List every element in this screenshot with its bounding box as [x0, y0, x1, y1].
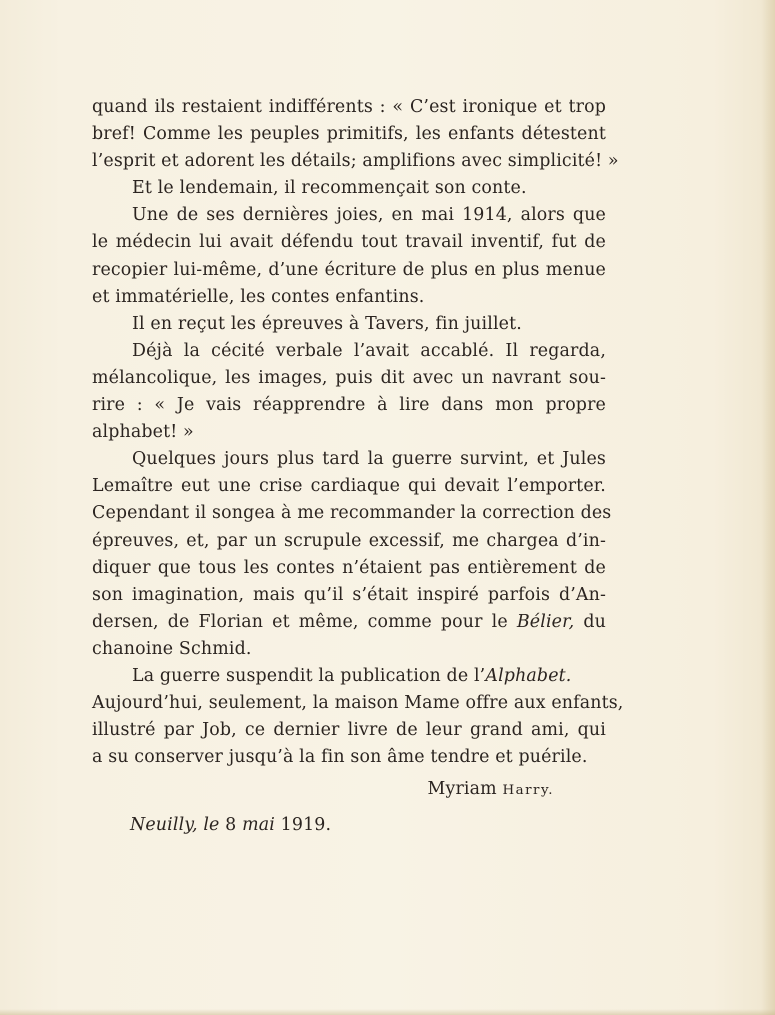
text-line: Quelques jours plus tard la guerre survint, et Jules: [132, 449, 606, 470]
text-line: mélancolique, les images, puis dit avec un navrant sou-: [92, 367, 606, 388]
text-line: diquer que tous les contes n’étaient pas entièrement de: [92, 557, 606, 578]
text-line: alphabet! »: [92, 422, 194, 443]
text-line: Lemaître eut une crise cardiaque qui devait l’emporter.: [92, 476, 606, 497]
work-title-belier: Bélier,: [516, 611, 575, 632]
work-title-alphabet: Alphabet.: [485, 665, 572, 686]
text-line-with-title: [92, 609, 606, 636]
text-line: Aujourd’hui, seulement, la maison Mame offre aux enfants,: [92, 693, 624, 714]
text-line: Une de ses dernières joies, en mai 1914, alors que: [132, 205, 606, 226]
dateline-month: mai: [242, 815, 275, 836]
text-line: le médecin lui avait défendu tout travail inventif, fut de: [92, 232, 606, 253]
text-segment: La guerre suspendit la publication de l’: [132, 665, 486, 686]
dateline-le: le: [203, 815, 220, 836]
text-line: Il en reçut les épreuves à Tavers, fin juillet.: [132, 313, 522, 334]
text-line: chanoine Schmid.: [92, 638, 252, 659]
dateline-day: 8: [225, 815, 237, 836]
body-text: [92, 94, 624, 840]
text-line-with-title: [92, 663, 606, 690]
dateline-place: Neuilly,: [130, 815, 198, 836]
signature-first-name: Myriam: [427, 779, 497, 800]
dateline-year: 1919.: [280, 815, 332, 836]
text-line: Et le lendemain, il recommençait son conte.: [132, 178, 527, 199]
signature-last-name: Harry.: [502, 783, 554, 799]
text-line: son imagination, mais qu’il s’était inspiré parfois d’An-: [92, 584, 606, 605]
text-line: Cependant il songea à me recommander la correction des: [92, 503, 612, 524]
text-line: a su conserver jusqu’à la fin son âme tendre et puérile.: [92, 747, 588, 768]
text-line: l’esprit et adorent les détails; amplifions avec simplicité! »: [92, 151, 619, 172]
page-bottom-edge: [0, 1009, 775, 1015]
text-line: recopier lui-même, d’une écriture de plus en plus menue: [92, 259, 606, 280]
text-line: bref! Comme les peuples primitifs, les enfants détestent: [92, 124, 606, 145]
dateline: [92, 812, 606, 839]
text-line: Déjà la cécité verbale l’avait accablé. Il regarda,: [132, 340, 606, 361]
page-gutter-shadow: [761, 0, 775, 1015]
text-segment: du: [583, 611, 607, 632]
text-segment: dersen, de Florian et même, comme pour le: [92, 611, 508, 632]
author-signature: [92, 776, 606, 803]
text-line: illustré par Job, ce dernier livre de leur grand ami, qui: [92, 720, 606, 741]
text-line: épreuves, et, par un scrupule excessif, me chargea d’in-: [92, 530, 606, 551]
text-line: et immatérielle, les contes enfantins.: [92, 286, 425, 307]
text-line: quand ils restaient indifférents : « C’est ironique et trop: [92, 97, 606, 117]
text-line: rire : « Je vais réapprendre à lire dans mon propre: [92, 395, 606, 416]
